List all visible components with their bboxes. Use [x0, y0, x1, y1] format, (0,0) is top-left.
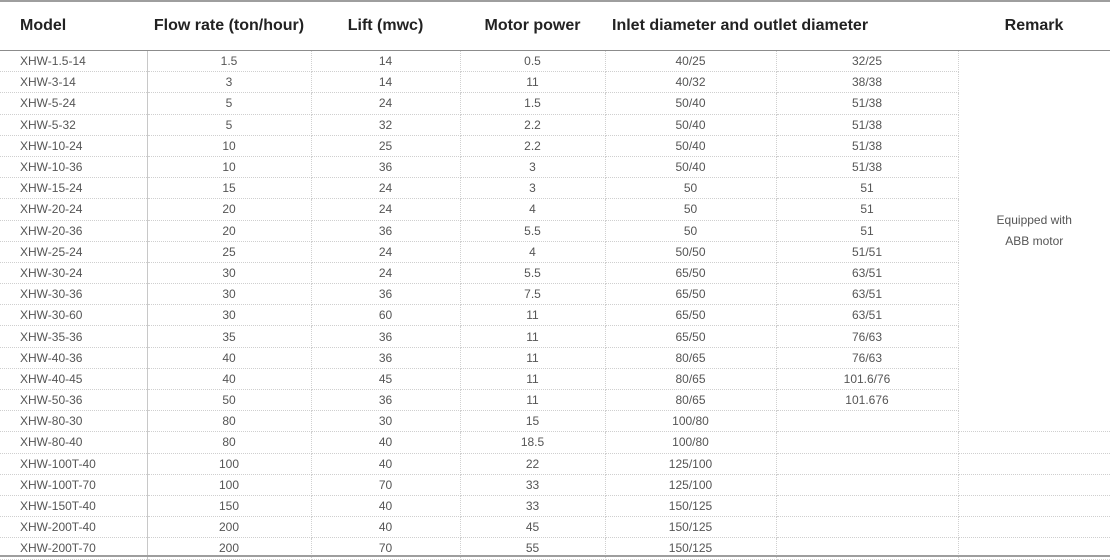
inlet-diameter-cell: 150/125: [605, 517, 776, 538]
lift-cell: 25: [311, 135, 460, 156]
header-model: Model: [0, 2, 147, 51]
table-row: [0, 368, 1110, 389]
flow-rate-cell: 80: [147, 432, 311, 453]
model-cell: XHW-20-36: [0, 220, 147, 241]
table-row: [0, 347, 1110, 368]
model-cell: XHW-3-14: [0, 72, 147, 93]
outlet-diameter-cell: [776, 495, 958, 516]
flow-rate-cell: 10: [147, 156, 311, 177]
inlet-diameter-cell: 65/50: [605, 262, 776, 283]
flow-rate-cell: 100: [147, 453, 311, 474]
header-remark: Remark: [958, 2, 1110, 51]
outlet-diameter-cell: 51/38: [776, 93, 958, 114]
outlet-diameter-cell: [776, 432, 958, 453]
outlet-diameter-cell: 51: [776, 199, 958, 220]
model-cell: XHW-80-40: [0, 432, 147, 453]
lift-cell: 36: [311, 390, 460, 411]
motor-power-cell: 45: [460, 517, 605, 538]
flow-rate-cell: 30: [147, 284, 311, 305]
inlet-diameter-cell: 150/125: [605, 538, 776, 559]
inlet-diameter-cell: 65/50: [605, 305, 776, 326]
model-cell: XHW-10-24: [0, 135, 147, 156]
motor-power-cell: 4: [460, 199, 605, 220]
outlet-diameter-cell: 101.6/76: [776, 368, 958, 389]
model-cell: XHW-200T-40: [0, 517, 147, 538]
model-cell: XHW-40-36: [0, 347, 147, 368]
flow-rate-cell: 100: [147, 474, 311, 495]
lift-cell: 36: [311, 326, 460, 347]
motor-power-cell: 11: [460, 326, 605, 347]
motor-power-cell: 22: [460, 453, 605, 474]
table-row: [0, 51, 1110, 72]
table-row: [0, 72, 1110, 93]
table-row: [0, 262, 1110, 283]
inlet-diameter-cell: 40/32: [605, 72, 776, 93]
motor-power-cell: 3: [460, 156, 605, 177]
header-lift: Lift (mwc): [311, 2, 460, 51]
remark-empty-cell: [958, 517, 1110, 538]
flow-rate-cell: 5: [147, 93, 311, 114]
lift-cell: 24: [311, 241, 460, 262]
lift-cell: 70: [311, 474, 460, 495]
flow-rate-cell: 200: [147, 517, 311, 538]
model-cell: XHW-30-60: [0, 305, 147, 326]
model-cell: XHW-150T-40: [0, 495, 147, 516]
lift-cell: 30: [311, 411, 460, 432]
lift-cell: 40: [311, 495, 460, 516]
inlet-diameter-cell: 50: [605, 199, 776, 220]
outlet-diameter-cell: 63/51: [776, 262, 958, 283]
motor-power-cell: 33: [460, 495, 605, 516]
remark-cell: [958, 51, 1110, 411]
flow-rate-cell: 40: [147, 368, 311, 389]
outlet-diameter-cell: 32/25: [776, 51, 958, 72]
inlet-diameter-cell: 65/50: [605, 326, 776, 347]
table-row: [0, 390, 1110, 411]
lift-cell: 36: [311, 156, 460, 177]
table-row: [0, 517, 1110, 538]
motor-power-cell: 3: [460, 178, 605, 199]
inlet-diameter-cell: 50/40: [605, 135, 776, 156]
motor-power-cell: 11: [460, 347, 605, 368]
outlet-diameter-cell: [776, 453, 958, 474]
motor-power-cell: 33: [460, 474, 605, 495]
inlet-diameter-cell: 100/80: [605, 432, 776, 453]
model-cell: XHW-5-24: [0, 93, 147, 114]
model-cell: XHW-30-36: [0, 284, 147, 305]
lift-cell: 14: [311, 51, 460, 72]
inlet-diameter-cell: 50/50: [605, 241, 776, 262]
motor-power-cell: 55: [460, 538, 605, 559]
inlet-diameter-cell: 50: [605, 178, 776, 199]
model-cell: XHW-80-30: [0, 411, 147, 432]
table-row: [0, 432, 1110, 453]
flow-rate-cell: 50: [147, 390, 311, 411]
flow-rate-cell: 150: [147, 495, 311, 516]
outlet-diameter-cell: [776, 517, 958, 538]
remark-line-1: Equipped with: [959, 210, 1110, 231]
motor-power-cell: 7.5: [460, 284, 605, 305]
header-row: [0, 2, 1110, 51]
lift-cell: 36: [311, 284, 460, 305]
lift-cell: 60: [311, 305, 460, 326]
outlet-diameter-cell: 51: [776, 178, 958, 199]
header-motor-power: Motor power: [460, 2, 605, 51]
motor-power-cell: 1.5: [460, 93, 605, 114]
outlet-diameter-cell: 51/51: [776, 241, 958, 262]
outlet-diameter-cell: 63/51: [776, 284, 958, 305]
inlet-diameter-cell: 50: [605, 220, 776, 241]
lift-cell: 32: [311, 114, 460, 135]
lift-cell: 36: [311, 347, 460, 368]
outlet-diameter-cell: 51/38: [776, 156, 958, 177]
model-cell: XHW-100T-70: [0, 474, 147, 495]
remark-empty-cell: [958, 432, 1110, 453]
table-row: [0, 220, 1110, 241]
model-cell: XHW-35-36: [0, 326, 147, 347]
lift-cell: 24: [311, 262, 460, 283]
outlet-diameter-cell: 51: [776, 220, 958, 241]
motor-power-cell: 11: [460, 305, 605, 326]
model-cell: XHW-40-45: [0, 368, 147, 389]
flow-rate-cell: 200: [147, 538, 311, 559]
lift-cell: 14: [311, 72, 460, 93]
flow-rate-cell: 35: [147, 326, 311, 347]
model-cell: XHW-10-36: [0, 156, 147, 177]
motor-power-cell: 2.2: [460, 135, 605, 156]
remark-empty-cell: [958, 474, 1110, 495]
table-row: [0, 411, 1110, 432]
flow-rate-cell: 20: [147, 199, 311, 220]
outlet-diameter-cell: 51/38: [776, 114, 958, 135]
table-row: [0, 305, 1110, 326]
motor-power-cell: 2.2: [460, 114, 605, 135]
inlet-diameter-cell: 50/40: [605, 114, 776, 135]
inlet-diameter-cell: 80/65: [605, 390, 776, 411]
inlet-diameter-cell: 50/40: [605, 93, 776, 114]
motor-power-cell: 0.5: [460, 51, 605, 72]
table-row: [0, 93, 1110, 114]
table-row: [0, 178, 1110, 199]
flow-rate-cell: 80: [147, 411, 311, 432]
inlet-diameter-cell: 125/100: [605, 474, 776, 495]
outlet-diameter-cell: 101.676: [776, 390, 958, 411]
table-row: [0, 474, 1110, 495]
flow-rate-cell: 3: [147, 72, 311, 93]
model-cell: XHW-50-36: [0, 390, 147, 411]
flow-rate-cell: 30: [147, 305, 311, 326]
model-cell: XHW-20-24: [0, 199, 147, 220]
flow-rate-cell: 20: [147, 220, 311, 241]
pump-spec-table: [0, 2, 1110, 560]
inlet-diameter-cell: 125/100: [605, 453, 776, 474]
lift-cell: 24: [311, 199, 460, 220]
table-row: [0, 241, 1110, 262]
table-row: [0, 114, 1110, 135]
remark-empty-cell: [958, 411, 1110, 432]
lift-cell: 45: [311, 368, 460, 389]
table-row: [0, 326, 1110, 347]
model-cell: XHW-25-24: [0, 241, 147, 262]
flow-rate-cell: 40: [147, 347, 311, 368]
lift-cell: 36: [311, 220, 460, 241]
remark-empty-cell: [958, 453, 1110, 474]
table-row: [0, 495, 1110, 516]
outlet-diameter-cell: [776, 474, 958, 495]
model-cell: XHW-100T-40: [0, 453, 147, 474]
table-row: [0, 284, 1110, 305]
header-flow-rate: Flow rate (ton/hour): [147, 2, 311, 51]
inlet-diameter-cell: 150/125: [605, 495, 776, 516]
outlet-diameter-cell: [776, 411, 958, 432]
motor-power-cell: 5.5: [460, 220, 605, 241]
outlet-diameter-cell: 51/38: [776, 135, 958, 156]
lift-cell: 40: [311, 517, 460, 538]
motor-power-cell: 11: [460, 72, 605, 93]
table-row: [0, 135, 1110, 156]
table-row: [0, 199, 1110, 220]
remark-empty-cell: [958, 495, 1110, 516]
lift-cell: 24: [311, 93, 460, 114]
flow-rate-cell: 30: [147, 262, 311, 283]
model-cell: XHW-1.5-14: [0, 51, 147, 72]
motor-power-cell: 11: [460, 368, 605, 389]
motor-power-cell: 4: [460, 241, 605, 262]
inlet-diameter-cell: 100/80: [605, 411, 776, 432]
outlet-diameter-cell: 63/51: [776, 305, 958, 326]
motor-power-cell: 11: [460, 390, 605, 411]
motor-power-cell: 15: [460, 411, 605, 432]
lift-cell: 70: [311, 538, 460, 559]
inlet-diameter-cell: 50/40: [605, 156, 776, 177]
flow-rate-cell: 10: [147, 135, 311, 156]
inlet-diameter-cell: 80/65: [605, 347, 776, 368]
table-row: [0, 156, 1110, 177]
lift-cell: 40: [311, 453, 460, 474]
table-row: [0, 453, 1110, 474]
outlet-diameter-cell: 76/63: [776, 347, 958, 368]
model-cell: XHW-15-24: [0, 178, 147, 199]
flow-rate-cell: 15: [147, 178, 311, 199]
inlet-diameter-cell: 65/50: [605, 284, 776, 305]
lift-cell: 24: [311, 178, 460, 199]
header-diameter: Inlet diameter and outlet diameter: [605, 2, 958, 51]
motor-power-cell: 5.5: [460, 262, 605, 283]
lift-cell: 40: [311, 432, 460, 453]
outlet-diameter-cell: 38/38: [776, 72, 958, 93]
remark-line-2: ABB motor: [959, 231, 1110, 252]
flow-rate-cell: 5: [147, 114, 311, 135]
flow-rate-cell: 1.5: [147, 51, 311, 72]
model-cell: XHW-30-24: [0, 262, 147, 283]
outlet-diameter-cell: 76/63: [776, 326, 958, 347]
inlet-diameter-cell: 40/25: [605, 51, 776, 72]
model-cell: XHW-5-32: [0, 114, 147, 135]
inlet-diameter-cell: 80/65: [605, 368, 776, 389]
flow-rate-cell: 25: [147, 241, 311, 262]
motor-power-cell: 18.5: [460, 432, 605, 453]
model-cell: XHW-200T-70: [0, 538, 147, 559]
